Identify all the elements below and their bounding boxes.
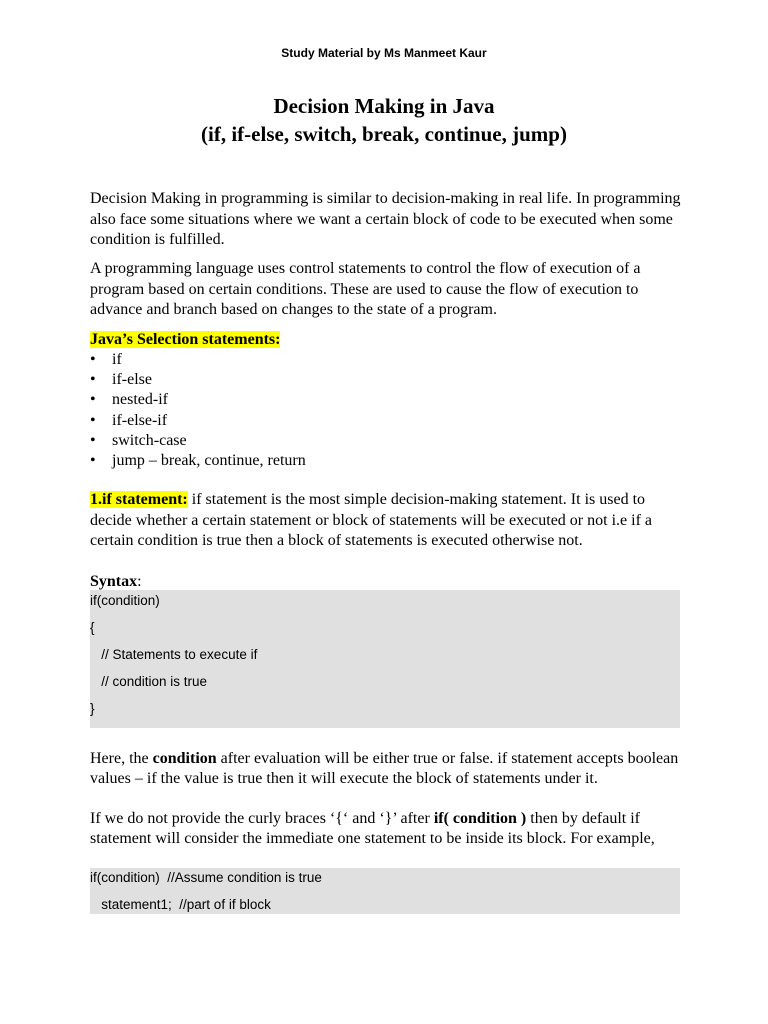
list-item-label: jump – break, continue, return: [112, 452, 306, 470]
syntax-code-block: [90, 590, 680, 728]
page-header: Study Material by Ms Manmeet Kaur: [281, 46, 487, 60]
braces-text: then by default if statement will consider the immediate one statement to be inside its block. For example,: [90, 810, 655, 847]
document-title: [0, 92, 768, 148]
intro-paragraph-1: Decision Making in programming is similar to decision-making in real life. In programming also face some situations where we want a certain block of code to be executed when some condition is fulfilled.: [90, 190, 681, 248]
list-item-label: if-else-if: [112, 411, 168, 429]
selection-list: [90, 350, 306, 471]
if-statement-paragraph: [90, 490, 690, 552]
list-item-label: nested-if: [112, 391, 168, 409]
bullet-icon: •: [90, 351, 96, 368]
title-line-2: (if, if-else, switch, break, continue, jump): [201, 122, 567, 146]
code-line: // condition is true: [90, 674, 208, 689]
braces-text: If we do not provide the curly braces ‘{‘ and ‘}’ after: [90, 810, 434, 827]
if-statement-text: if statement is the most simple decision-making statement. It is used to decide whether a certain statement or block of statements will be executed or not i.e if a certain condition is true then a block of statements is executed otherwise not.: [90, 491, 652, 549]
list-item-label: if-else: [112, 371, 152, 389]
list-item: [90, 431, 306, 451]
code-line: if(condition) //Assume condition is true: [90, 870, 322, 885]
code-line: if(condition): [90, 593, 160, 608]
braces-explanation: [90, 809, 690, 849]
title-line-1: Decision Making in Java: [273, 94, 495, 118]
list-item: [90, 390, 306, 410]
list-item: [90, 451, 306, 471]
if-statement-heading: 1.if statement:: [90, 491, 188, 508]
explanation-keyword: condition: [152, 750, 217, 767]
syntax-label-text: Syntax: [90, 573, 138, 590]
list-item-label: switch-case: [112, 431, 187, 449]
list-item: [90, 411, 306, 431]
code-line: // Statements to execute if: [90, 647, 258, 662]
code-line: {: [90, 620, 95, 635]
bullet-icon: •: [90, 452, 96, 470]
list-item-label: if: [112, 351, 122, 368]
selection-heading: [90, 330, 690, 351]
explanation-text: Here, the: [90, 750, 153, 767]
selection-heading-text: Java’s Selection statements:: [90, 331, 281, 348]
list-item: [90, 350, 306, 370]
intro-paragraph-2: A programming language uses control statements to control the flow of execution of a program based on certain conditions. These are used to cause the flow of execution to advance and branch based on changes to the state of a program.: [90, 260, 641, 318]
list-item: [90, 370, 306, 390]
bullet-icon: •: [90, 411, 96, 429]
syntax-colon: :: [137, 573, 142, 590]
bullet-icon: •: [90, 431, 96, 449]
explanation-text: after evaluation will be either true or false. if statement accepts boolean values – if the value is true then it will execute the block of statements under it.: [90, 750, 679, 787]
example-code-block: [90, 868, 680, 914]
code-line: statement1; //part of if block: [90, 897, 271, 912]
bullet-icon: •: [90, 371, 96, 389]
braces-keyword: if( condition ): [433, 810, 527, 827]
code-line: }: [90, 701, 95, 716]
bullet-icon: •: [90, 391, 96, 409]
condition-explanation: [90, 749, 690, 789]
